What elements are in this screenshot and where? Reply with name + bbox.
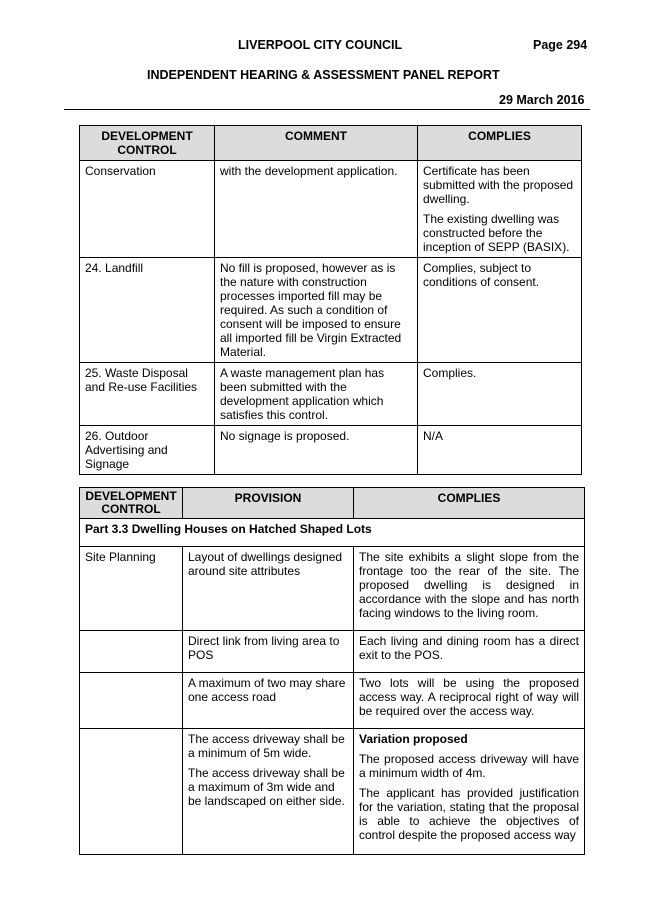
complies-text: The applicant has provided justification for the variation, stating that the proposal is able to achieve the objectives of control despite the proposed access way — [359, 786, 579, 842]
control-cell: Conservation — [80, 161, 215, 258]
development-control-table-1 — [79, 125, 582, 475]
complies-text: Complies. — [423, 366, 477, 380]
comment-cell: A waste management plan has been submitted with the development application which satisfies this control. — [215, 363, 418, 426]
complies-text: Complies, subject to conditions of consent. — [423, 261, 540, 289]
table-row — [80, 426, 582, 475]
complies-cell — [418, 258, 582, 363]
header-rule — [64, 109, 590, 110]
report-title: INDEPENDENT HEARING & ASSESSMENT PANEL REPORT — [147, 68, 500, 82]
complies-cell: Each living and dining room has a direct exit to the POS. — [354, 631, 585, 673]
control-cell: 24. Landfill — [80, 258, 215, 363]
table-row — [80, 547, 585, 631]
header-development-control: DEVELOPMENT CONTROL — [80, 126, 215, 161]
control-cell — [80, 729, 183, 855]
complies-text: N/A — [423, 429, 444, 443]
comment-cell: with the development application. — [215, 161, 418, 258]
header-provision: PROVISION — [183, 488, 354, 519]
control-cell: 25. Waste Disposal and Re-use Facilities — [80, 363, 215, 426]
provision-cell — [183, 729, 354, 855]
report-date: 29 March 2016 — [499, 93, 585, 107]
control-cell — [80, 631, 183, 673]
table-row — [80, 363, 582, 426]
complies-cell — [354, 729, 585, 855]
provision-cell: A maximum of two may share one access road — [183, 673, 354, 729]
table-header-row — [80, 488, 585, 519]
comment-cell: No signage is proposed. — [215, 426, 418, 475]
table-row — [80, 631, 585, 673]
table-row — [80, 161, 582, 258]
control-cell: Site Planning — [80, 547, 183, 631]
comment-cell: No fill is proposed, however as is the nature with construction processes imported fill may be required. As such a condition of consent will be imposed to ensure all imported fill be Virgin Extracted Material. — [215, 258, 418, 363]
council-name: LIVERPOOL CITY COUNCIL — [238, 38, 403, 52]
complies-cell — [418, 363, 582, 426]
provision-text: The access driveway shall be a minimum of 5m wide. — [188, 732, 345, 760]
complies-text: The proposed access driveway will have a minimum width of 4m. — [359, 752, 579, 780]
provision-text: The access driveway shall be a maximum of 3m wide and be landscaped on either side. — [188, 766, 345, 808]
header-comment: COMMENT — [215, 126, 418, 161]
table-row — [80, 673, 585, 729]
table-row — [80, 729, 585, 855]
section-row — [80, 519, 585, 547]
complies-cell: The site exhibits a slight slope from the frontage too the rear of the site. The proposed dwelling is designed in accordance with the slope and has north facing windows to the living room. — [354, 547, 585, 631]
complies-cell — [418, 161, 582, 258]
section-heading: Part 3.3 Dwelling Houses on Hatched Shaped Lots — [80, 519, 585, 547]
variation-heading: Variation proposed — [359, 732, 468, 746]
table-row — [80, 258, 582, 363]
page-number: Page 294 — [533, 38, 588, 52]
control-cell: 26. Outdoor Advertising and Signage — [80, 426, 215, 475]
provision-cell: Direct link from living area to POS — [183, 631, 354, 673]
header-complies: COMPLIES — [418, 126, 582, 161]
header-complies: COMPLIES — [354, 488, 585, 519]
complies-cell: Two lots will be using the proposed access way. A reciprocal right of way will be required over the access way. — [354, 673, 585, 729]
header-development-control: DEVELOPMENT CONTROL — [80, 488, 183, 519]
complies-text: Certificate has been submitted with the proposed dwelling. — [423, 164, 574, 206]
control-cell — [80, 673, 183, 729]
table-header-row — [80, 126, 582, 161]
development-control-table-2 — [79, 487, 585, 855]
complies-cell — [418, 426, 582, 475]
provision-cell: Layout of dwellings designed around site attributes — [183, 547, 354, 631]
complies-text: The existing dwelling was constructed before the inception of SEPP (BASIX). — [423, 212, 570, 254]
